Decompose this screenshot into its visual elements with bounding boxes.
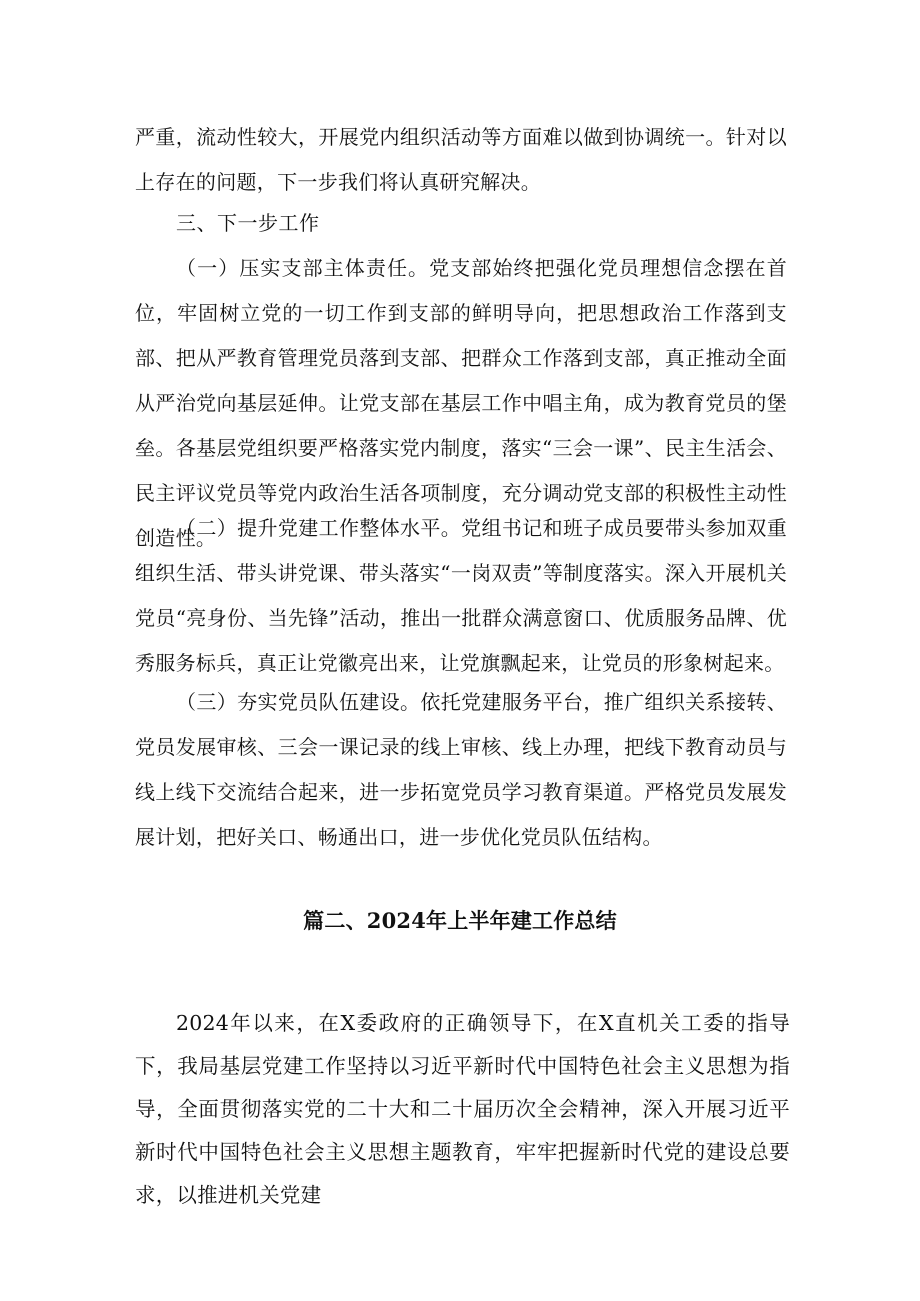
item-paragraph-1: （一）压实支部主体责任。党支部始终把强化党员理想信念摆在首位，牢固树立党的一切工作到支部的鲜明导向，把思想政治工作落到支部、把从严教育管理党员落到支部、把群众工作落到支部，真正推动全面从严治党向基层延伸。让党支部在基层工作中唱主角，成为教育党员的堡垒。各基层党组织要严格落实党内制度，落实“三会一课”、民主生活会、民主评议党员等党内政治生活各项制度，充分调动党支部的积极性主动性创造性。 — [135, 256, 787, 550]
intro-paragraph: 2024年以来，在X委政府的正确领导下，在X直机关工委的指导下，我局基层党建工作坚持以习近平新时代中国特色社会主义思想为指导，全面贯彻落实党的二十大和二十届历次全会精神，深入开展习近平新时代中国特色社会主义思想主题教育，牢牢把握新时代党的建设总要求，以推进机关党建 — [135, 1011, 790, 1207]
section-heading: 三、下一步工作 — [176, 211, 320, 235]
article-title: 篇二、2024年上半年建工作总结 — [303, 908, 617, 933]
continuation-paragraph: 严重，流动性较大，开展党内组织活动等方面难以做到协调统一。针对以上存在的问题，下一步我们将认真研究解决。 — [135, 125, 787, 194]
item-paragraph-2: （二）提升党建工作整体水平。党组书记和班子成员要带头参加双重组织生活、带头讲党课、带头落实“一岗双责”等制度落实。深入开展机关党员“亮身份、当先锋”活动，推出一批群众满意窗口、优质服务品牌、优秀服务标兵，真正让党徽亮出来，让党旗飘起来，让党员的形象树起来。 — [135, 516, 787, 675]
item-paragraph-3: （三）夯实党员队伍建设。依托党建服务平台，推广组织关系接转、党员发展审核、三会一课记录的线上审核、线上办理，把线下教育动员与线上线下交流结合起来，进一步拓宽党员学习教育渠道。严格党员发展发展计划，把好关口、畅通出口，进一步优化党员队伍结构。 — [135, 690, 787, 849]
